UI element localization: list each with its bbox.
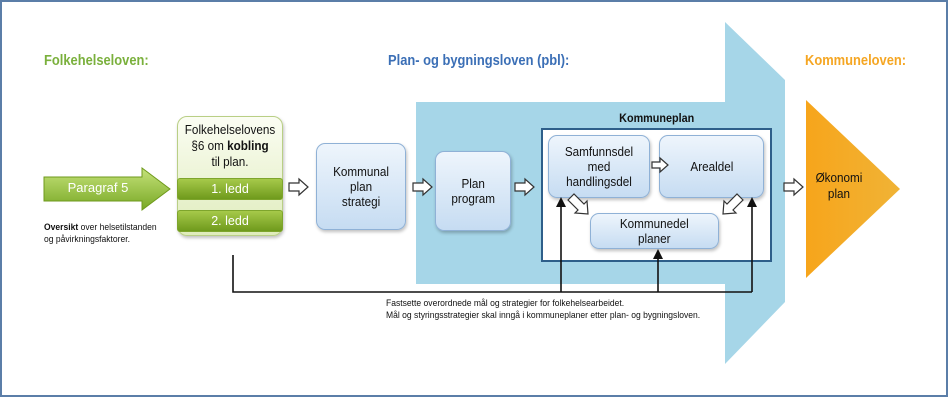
okonomi-line2: plan [827, 186, 851, 201]
kommuneplan-title-text: Kommuneplan [618, 111, 695, 125]
footer-text [386, 298, 700, 322]
ledd-1-bar: 1. ledd [177, 178, 283, 200]
ledd-2-bar: 2. ledd [177, 210, 283, 232]
kobling-line3: til plan. [211, 154, 249, 169]
kobling-line2-pre: §6 om [191, 138, 228, 153]
hollow-arrow-4 [652, 158, 668, 172]
okonomi-line1: Økonomi [815, 170, 863, 185]
kobling-line2-bold: kobling [227, 138, 269, 153]
hollow-arrow-6 [568, 194, 588, 214]
pp-line2: program [451, 191, 495, 206]
pp-line1: Plan [461, 176, 485, 191]
header-folkehelseloven: Folkehelseloven: [44, 52, 149, 69]
footer-line1: Fastsette overordnede mål og strategier for folkehelsearbeidet. [386, 298, 625, 309]
paragraf-desc-line1: over helsetilstanden [78, 222, 157, 233]
arealdel-label: Arealdel [690, 159, 733, 174]
paragraf-label: Paragraf 5 [67, 180, 129, 195]
hollow-arrow-3 [515, 179, 534, 195]
feedback-line [233, 255, 752, 292]
paragraf-desc-bold: Oversikt [44, 222, 79, 233]
hollow-arrow-2 [413, 179, 432, 195]
hollow-arrow-7 [723, 194, 743, 214]
samfunnsdel-line2: med handlingsdel [566, 159, 632, 189]
kommunedel-line1: Kommunedel [620, 216, 689, 231]
header-kommuneloven: Kommuneloven: [805, 52, 907, 69]
kps-line3: strategi [341, 194, 381, 209]
samfunnsdel-line1: Samfunnsdel [564, 144, 634, 159]
kps-line1: Kommunal [333, 164, 389, 179]
hollow-arrow-1 [289, 179, 308, 195]
header-pbl: Plan- og bygningsloven (pbl): [388, 52, 570, 69]
kobling-line1: Folkehelselovens [184, 122, 276, 137]
connectors-layer [2, 2, 948, 397]
hollow-arrow-5 [784, 179, 803, 195]
paragraf-desc-line2: og påvirkningsfaktorer. [44, 234, 131, 245]
footer-line2: Mål og styringsstrategier skal inngå i kommuneplaner etter plan- og bygningsloven. [386, 310, 701, 321]
kommunedel-line2: planer [638, 231, 671, 246]
kps-line2: plan [349, 179, 373, 194]
